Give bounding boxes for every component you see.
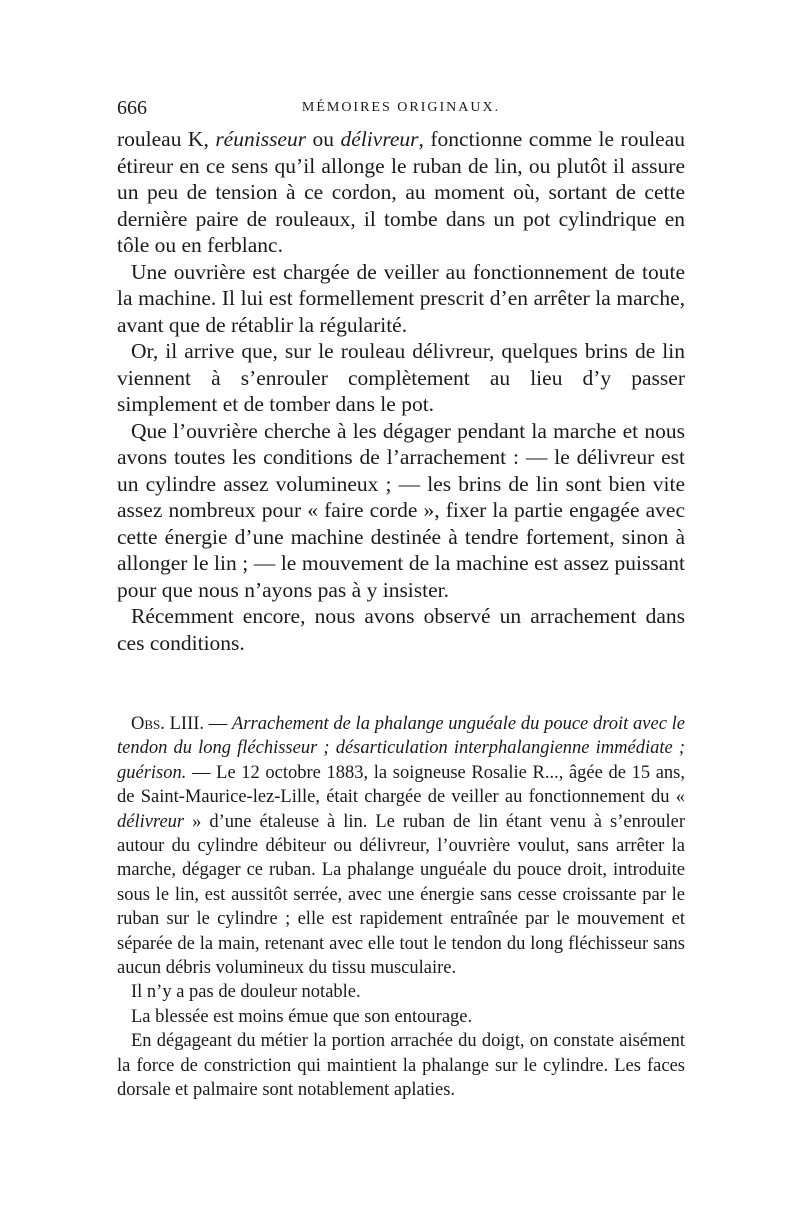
italic-term: réunisseur bbox=[215, 127, 307, 151]
observation-block bbox=[117, 712, 685, 1103]
italic-term: délivreur bbox=[117, 811, 185, 832]
text-span: — Le 12 octobre 1883, la soigneuse Rosalie R..., âgée de 15 ans, de Saint-Maurice-lez-Lille, était chargée de veiller au fonctionnement du « bbox=[117, 762, 685, 808]
paragraph: Une ouvrière est chargée de veiller au fonctionnement de toute la machine. Il lui est formellement prescrit d’en arrêter la marche, avant que de rétablir la régularité. bbox=[117, 259, 685, 337]
italic-term: délivreur bbox=[340, 127, 419, 151]
text-span: » d’une étaleuse à lin. Le ruban de lin étant venu à s’enrouler autour du cylindre débiteur ou délivreur, l’ouvrière voulut, sans arrêter la marche, dégager ce ruban. La phalange unguéale du pouce droit, introduite sous le lin, est aussitôt serrée, avec une énergie sans cesse croissante par le ruban sur le cylindre ; elle est rapidement entraînée par le mouvement et séparée de la main, retenant avec elle tout le tendon du long fléchisseur sans aucun débris volumineux du tissu musculaire. bbox=[117, 811, 685, 979]
observation-paragraph: Il n’y a pas de douleur notable. bbox=[131, 982, 361, 1003]
observation-paragraph: En dégageant du métier la portion arrachée du doigt, on constate aisément la force de constriction qui maintient la phalange sur le cylindre. Les faces dorsale et palmaire sont notablement aplaties. bbox=[117, 1031, 685, 1101]
observation-label: Obs. LIII. bbox=[131, 714, 205, 734]
paragraph bbox=[117, 126, 685, 259]
page-header bbox=[117, 97, 685, 127]
observation-paragraph: La blessée est moins émue que son entourage. bbox=[131, 1006, 473, 1027]
main-text bbox=[117, 126, 685, 656]
paragraph: Récemment encore, nous avons observé un arrachement dans ces conditions. bbox=[117, 604, 685, 655]
observation-paragraph bbox=[117, 712, 685, 980]
page-number: 666 bbox=[117, 97, 147, 119]
paragraph: Que l’ouvrière cherche à les dégager pendant la marche et nous avons toutes les conditions de l’arrachement : — le délivreur est un cylindre assez volumineux ; — les brins de lin sont bien vite assez nombreux pour « faire corde », fixer la partie engagée avec cette énergie d’une machine destinée à tendre fortement, sinon à allonger le lin ; — le mouvement de la machine est assez puissant pour que nous n’ayons pas à y insister. bbox=[117, 418, 685, 602]
paragraph: Or, il arrive que, sur le rouleau délivreur, quelques brins de lin viennent à s’enrouler complètement au lieu d’y passer simplement et de tomber dans le pot. bbox=[117, 339, 685, 416]
text-span: rouleau K, bbox=[117, 127, 216, 151]
text-span: — bbox=[204, 714, 233, 734]
text-span: , fonctionne comme le rouleau étireur en ce sens qu’il allonge le ruban de lin, ou plutôt il assure un peu de tension à ce cordon, au moment où, sortant de cette dernière paire de rouleaux, il tombe dans un pot cylindrique en tôle ou en ferblanc. bbox=[117, 127, 685, 257]
running-title: MÉMOIRES ORIGINAUX. bbox=[301, 100, 501, 115]
text-span: ou bbox=[306, 127, 341, 151]
observation-title: Arrachement de la phalange unguéale du pouce droit avec le tendon du long fléchisseur ; désarticulation interphalangienne immédiate ; guérison. bbox=[117, 714, 685, 783]
